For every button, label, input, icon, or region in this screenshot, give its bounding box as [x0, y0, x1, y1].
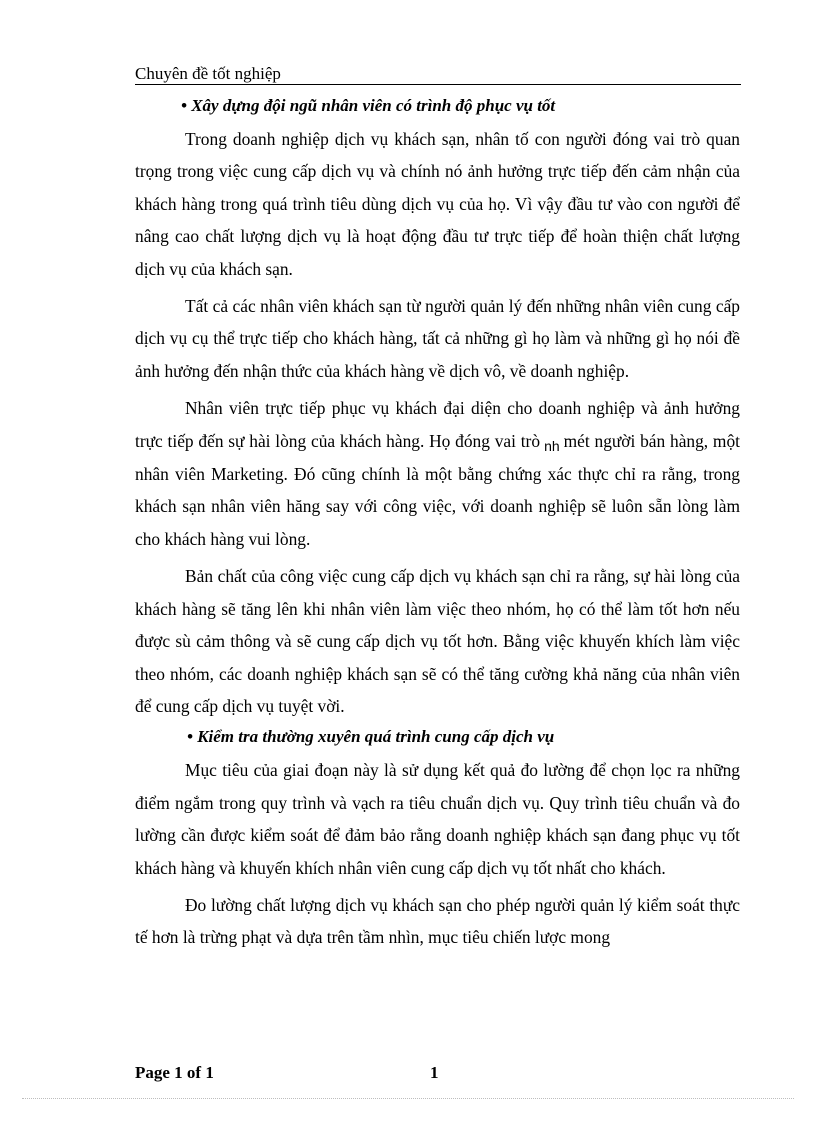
header-title: Chuyên đề tốt nghiệp	[135, 64, 281, 83]
inline-fragment: nh	[544, 437, 560, 454]
paragraph-5: Mục tiêu của giai đoạn này là sử dụng kết quả đo lường để chọn lọc ra những điểm ngắm trong quy trình và vạch ra tiêu chuẩn dịch vụ. Quy trình tiêu chuẩn và đo lường cần được kiểm soát để đảm bảo rằng doanh nghiệp khách sạn đang phục vụ tốt khách hàng và khuyến khích nhân viên cung cấp dịch vụ tốt nhất cho khách.	[135, 760, 740, 878]
paragraph-2: Tất cả các nhân viên khách sạn từ người quản lý đến những nhân viên cung cấp dịch vụ cụ thể trực tiếp cho khách hàng, tất cả những gì họ làm và những gì họ nói đề ảnh hưởng đến nhận thức của khách hàng về dịch vô, về doanh nghiệp.	[135, 296, 740, 381]
section-heading-1: • Xây dựng đội ngũ nhân viên có trình độ phục vụ tốt	[181, 96, 556, 115]
document-body	[135, 94, 740, 959]
section-heading-2: • Kiểm tra thường xuyên quá trình cung cấp dịch vụ	[187, 727, 555, 747]
footer-page-label: Page 1 of 1	[135, 1063, 214, 1082]
paragraph-3-after: mét người bán hàng, một nhân viên Marketing. Đó cũng chính là một bằng chứng xác thực chỉ ra rằng, trong khách sạn nhân viên hăng say với công việc, với doanh nghiệp sẽ luôn sẵn lòng làm cho khách hàng vui lòng.	[135, 430, 740, 549]
page-header	[135, 63, 741, 85]
paragraph-3-before: Nhân viên trực tiếp phục vụ khách đại diện cho doanh nghiệp và ảnh hưởng trực tiếp đến sự hài lòng của khách hàng. Họ đóng vai trò	[135, 398, 740, 451]
paragraph-1: Trong doanh nghiệp dịch vụ khách sạn, nhân tố con người đóng vai trò quan trọng trong việc cung cấp dịch vụ và chính nó ảnh hưởng trực tiếp đến cảm nhận của khách hàng trong quá trình tiêu dùng dịch vụ của họ. Vì vậy đầu tư vào con người để nâng cao chất lượng dịch vụ là hoạt động đầu tư trực tiếp để hoàn thiện chất lượng dịch vụ của khách sạn.	[135, 129, 740, 279]
paragraph-6: Đo lường chất lượng dịch vụ khách sạn cho phép người quản lý kiểm soát thực tế hơn là trừng phạt và dựa trên tầm nhìn, mục tiêu chiến lược mong	[135, 894, 740, 948]
paragraph-4: Bản chất của công việc cung cấp dịch vụ khách sạn chỉ ra rằng, sự hài lòng của khách hàng sẽ tăng lên khi nhân viên làm việc theo nhóm, họ có thể làm tốt hơn nếu được sù cảm thông và sẽ cung cấp dịch vụ tốt hơn. Bằng việc khuyến khích làm việc theo nhóm, các doanh nghiệp khách sạn sẽ có thể tăng cường khả năng của nhân viên để cung cấp dịch vụ tuyệt vời.	[135, 566, 740, 716]
page-separator	[22, 1098, 794, 1099]
paragraph-3	[135, 392, 740, 555]
footer-page-number: 1	[430, 1063, 439, 1082]
